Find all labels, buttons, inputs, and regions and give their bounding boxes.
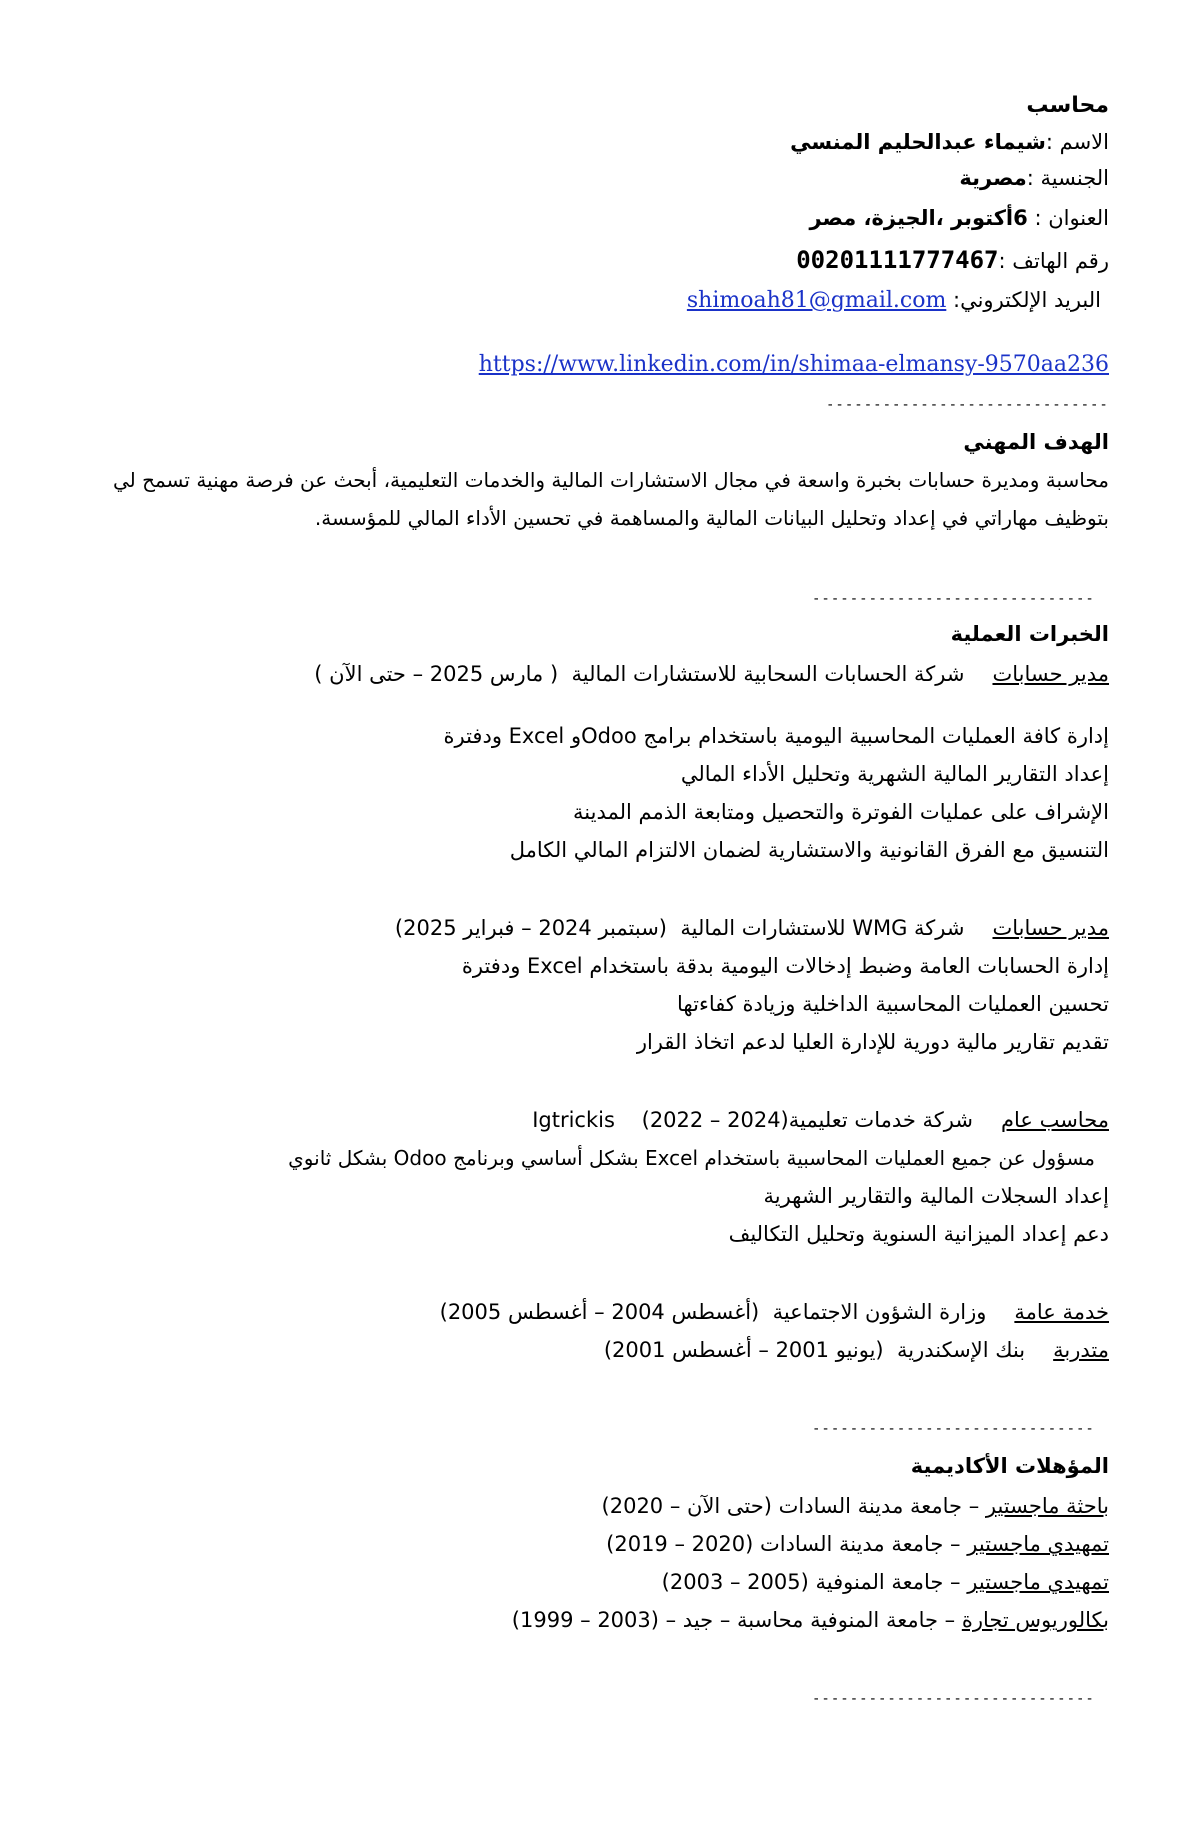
job-period: (سبتمبر 2024 – فبراير 2025) [394, 916, 667, 940]
job-period: (2022 – 2024) [641, 1108, 789, 1132]
name-label: الاسم : [1045, 130, 1109, 154]
nationality-line [959, 164, 1109, 192]
job-role: محاسب عام [1000, 1108, 1109, 1132]
education-degree: بكالوريوس تجارة [961, 1608, 1109, 1632]
education-detail: – جامعة مدينة السادات (2020 – 2019) [606, 1532, 968, 1556]
job-heading [604, 1336, 1109, 1364]
education-title: المؤهلات الأكاديمية [910, 1454, 1109, 1478]
job-role: متدربة [1053, 1338, 1109, 1362]
job-company: شركة WMG للاستشارات المالية [680, 916, 965, 940]
job-duty: مسؤول عن جميع العمليات المحاسبية باستخدام Excel بشكل أساسي وبرنامج Odoo بشكل ثانوي [288, 1146, 1095, 1170]
phone-label: رقم الهاتف : [998, 249, 1109, 273]
education-item [512, 1606, 1109, 1634]
email-line [687, 286, 1101, 315]
objective-line-2: بتوظيف مهاراتي في إعداد وتحليل البيانات المالية والمساهمة في تحسين الأداء المالي للمؤسسة. [314, 506, 1109, 530]
address-value: 6أكتوبر ،الجيزة، مصر [809, 206, 1028, 230]
linkedin-link[interactable]: https://www.linkedin.com/in/shimaa-elmansy-9570aa236 [478, 352, 1109, 377]
linkedin-line [479, 350, 1109, 379]
nationality-label: الجنسية : [1026, 166, 1109, 190]
phone-line [796, 246, 1109, 275]
experience-title: الخبرات العملية [950, 622, 1109, 646]
email-label: البريد الإلكتروني: [953, 288, 1101, 312]
education-degree: باحثة ماجستير [985, 1494, 1109, 1518]
education-item [606, 1530, 1109, 1558]
job-role: مدير حسابات [992, 662, 1109, 686]
education-item [602, 1492, 1109, 1520]
job-duty: تقديم تقارير مالية دورية للإدارة العليا لدعم اتخاذ القرار [636, 1030, 1109, 1054]
job-heading [395, 914, 1109, 942]
address-label: العنوان : [1034, 206, 1109, 230]
job-title: محاسب [1026, 93, 1109, 118]
name-value: شيماء عبدالحليم المنسي [790, 130, 1046, 154]
job-heading [532, 1106, 1109, 1134]
job-company: شركة خدمات تعليميةIgtrickis [532, 1108, 973, 1132]
education-degree: تمهيدي ماجستير [967, 1570, 1109, 1594]
email-link[interactable]: shimoah81@gmail.com [686, 288, 947, 313]
name-line [790, 128, 1109, 156]
education-detail: – جامعة المنوفية محاسبة – جيد – (2003 – 1999) [511, 1608, 962, 1632]
job-role: خدمة عامة [1014, 1300, 1109, 1324]
objective-title: الهدف المهني [963, 430, 1109, 454]
job-period: ( مارس 2025 – حتى الآن ) [314, 662, 559, 686]
job-duty: إدارة الحسابات العامة وضبط إدخالات اليومية بدقة باستخدام Excel ودفترة [461, 954, 1109, 978]
address-line [809, 204, 1109, 232]
job-duty: دعم إعداد الميزانية السنوية وتحليل التكاليف [728, 1222, 1109, 1246]
education-degree: تمهيدي ماجستير [967, 1532, 1109, 1556]
separator-2: ------------------------------ [812, 591, 1095, 607]
job-duty: إعداد التقارير المالية الشهرية وتحليل الأداء المالي [680, 762, 1109, 786]
phone-value: 00201111777467 [796, 246, 999, 274]
job-role: مدير حسابات [992, 916, 1109, 940]
education-item [662, 1568, 1109, 1596]
job-heading [440, 1298, 1109, 1326]
education-detail: – جامعة المنوفية (2005 – 2003) [661, 1570, 968, 1594]
job-duty: التنسيق مع الفرق القانونية والاستشارية لضمان الالتزام المالي الكامل [509, 838, 1109, 862]
nationality-value: مصرية [959, 166, 1027, 190]
job-heading [314, 660, 1109, 688]
objective-line-1: محاسبة ومديرة حسابات بخبرة واسعة في مجال الاستشارات المالية والخدمات التعليمية، أبحث عن فرصة مهنية تسمح لي [112, 468, 1109, 492]
job-period: (يونيو 2001 – أغسطس 2001) [603, 1338, 884, 1362]
job-duty: تحسين العمليات المحاسبية الداخلية وزيادة كفاءتها [677, 992, 1109, 1016]
job-duty: الإشراف على عمليات الفوترة والتحصيل ومتابعة الذمم المدينة [573, 800, 1109, 824]
job-company: بنك الإسكندرية [896, 1338, 1026, 1362]
job-period: (أغسطس 2004 – أغسطس 2005) [439, 1300, 760, 1324]
job-company: شركة الحسابات السحابية للاستشارات المالية [571, 662, 965, 686]
separator-3: ------------------------------ [812, 1421, 1095, 1437]
job-company: وزارة الشؤون الاجتماعية [772, 1300, 987, 1324]
education-detail: – جامعة مدينة السادات (حتى الآن – 2020) [601, 1494, 986, 1518]
separator-4: ------------------------------ [812, 1691, 1095, 1707]
job-duty: إدارة كافة العمليات المحاسبية اليومية باستخدام برامج Odooو Excel ودفترة [443, 724, 1109, 748]
job-duty: إعداد السجلات المالية والتقارير الشهرية [763, 1184, 1109, 1208]
separator-1: ------------------------------ [826, 397, 1109, 413]
